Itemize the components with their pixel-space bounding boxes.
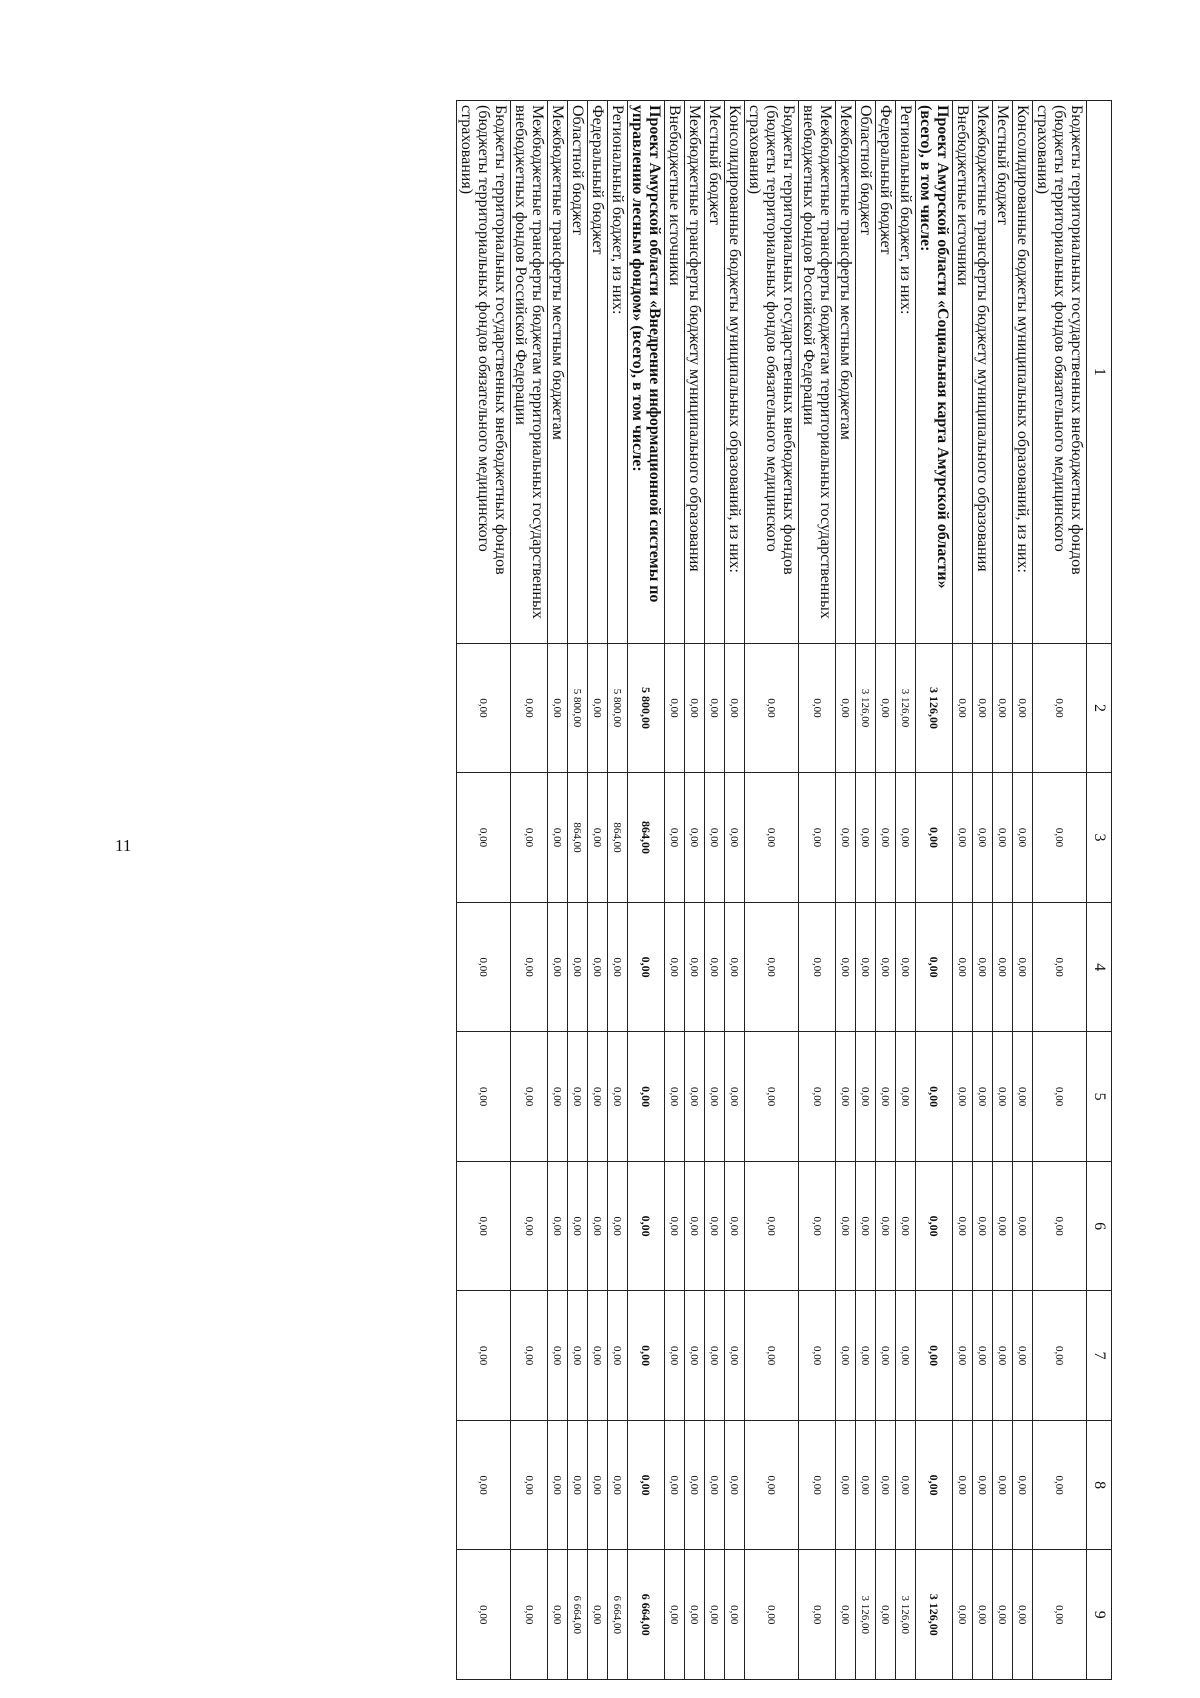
value-cell-col-6: 0,00	[799, 1161, 836, 1291]
value-cell-col-9: 3 126,00	[916, 1550, 953, 1680]
value-cell-col-4: 0,00	[745, 902, 799, 1032]
row-label: Региональный бюджет, из них:	[896, 101, 916, 644]
row-label: Проект Амурской области «Внедрение информационной системы по управлению лесным фондом» (всего), в том числе:	[628, 101, 665, 644]
value-cell-col-4: 0,00	[665, 902, 685, 1032]
table-row	[953, 101, 973, 1680]
table-body	[457, 101, 1112, 1680]
value-cell-col-5: 0,00	[588, 1032, 608, 1162]
table-row	[511, 101, 548, 1680]
value-cell-col-4: 0,00	[608, 902, 628, 1032]
value-cell-col-3: 0,00	[745, 773, 799, 903]
value-cell-col-8: 0,00	[973, 1420, 993, 1550]
row-label: Региональный бюджет, из них:	[608, 101, 628, 644]
value-cell-col-8: 0,00	[836, 1420, 856, 1550]
header-cell-9: 9	[1087, 1550, 1112, 1680]
value-cell-col-2: 5 800,00	[608, 643, 628, 773]
value-cell-col-6: 0,00	[896, 1161, 916, 1291]
value-cell-col-3: 0,00	[1033, 773, 1087, 903]
value-cell-col-2: 0,00	[745, 643, 799, 773]
row-label: Межбюджетные трансферты бюджетам территориальных государственных внебюджетных фондов Российской Федерации	[511, 101, 548, 644]
row-label: Межбюджетные трансферты бюджетам территориальных государственных внебюджетных фондов Российской Федерации	[799, 101, 836, 644]
table-row	[973, 101, 993, 1680]
value-cell-col-4: 0,00	[628, 902, 665, 1032]
value-cell-col-3: 0,00	[799, 773, 836, 903]
table-row	[856, 101, 876, 1680]
page-number: 11	[115, 836, 132, 855]
table-row	[896, 101, 916, 1680]
value-cell-col-6: 0,00	[876, 1161, 896, 1291]
value-cell-col-4: 0,00	[568, 902, 588, 1032]
value-cell-col-2: 0,00	[1013, 643, 1033, 773]
rotated-page-content	[456, 100, 1112, 1680]
value-cell-col-4: 0,00	[973, 902, 993, 1032]
value-cell-col-6: 0,00	[973, 1161, 993, 1291]
value-cell-col-2: 0,00	[548, 643, 568, 773]
value-cell-col-3: 0,00	[705, 773, 725, 903]
value-cell-col-6: 0,00	[457, 1161, 511, 1291]
row-label: Консолидированные бюджеты муниципальных образований, из них:	[1013, 101, 1033, 644]
header-cell-7: 7	[1087, 1291, 1112, 1421]
value-cell-col-6: 0,00	[916, 1161, 953, 1291]
value-cell-col-6: 0,00	[548, 1161, 568, 1291]
table-row	[1033, 101, 1087, 1680]
row-label: Федеральный бюджет	[876, 101, 896, 644]
value-cell-col-7: 0,00	[799, 1291, 836, 1421]
row-label: Федеральный бюджет	[588, 101, 608, 644]
value-cell-col-6: 0,00	[993, 1161, 1013, 1291]
value-cell-col-3: 0,00	[896, 773, 916, 903]
value-cell-col-3: 0,00	[588, 773, 608, 903]
row-label: Бюджеты территориальных государственных внебюджетных фондов (бюджеты территориальных фондов обязательного медицинского страхования)	[745, 101, 799, 644]
value-cell-col-3: 0,00	[916, 773, 953, 903]
value-cell-col-5: 0,00	[836, 1032, 856, 1162]
value-cell-col-9: 0,00	[588, 1550, 608, 1680]
header-cell-2: 2	[1087, 643, 1112, 773]
row-label: Консолидированные бюджеты муниципальных образований, из них:	[725, 101, 745, 644]
value-cell-col-7: 0,00	[1033, 1291, 1087, 1421]
value-cell-col-5: 0,00	[685, 1032, 705, 1162]
value-cell-col-6: 0,00	[705, 1161, 725, 1291]
value-cell-col-8: 0,00	[725, 1420, 745, 1550]
value-cell-col-7: 0,00	[916, 1291, 953, 1421]
value-cell-col-6: 0,00	[745, 1161, 799, 1291]
row-label: Бюджеты территориальных государственных внебюджетных фондов (бюджеты территориальных фондов обязательного медицинского страхования)	[1033, 101, 1087, 644]
value-cell-col-4: 0,00	[588, 902, 608, 1032]
value-cell-col-9: 0,00	[953, 1550, 973, 1680]
value-cell-col-5: 0,00	[608, 1032, 628, 1162]
value-cell-col-7: 0,00	[836, 1291, 856, 1421]
table-row	[799, 101, 836, 1680]
value-cell-col-5: 0,00	[1013, 1032, 1033, 1162]
table-row	[608, 101, 628, 1680]
value-cell-col-9: 0,00	[876, 1550, 896, 1680]
value-cell-col-3: 0,00	[836, 773, 856, 903]
value-cell-col-9: 0,00	[836, 1550, 856, 1680]
row-label: Местный бюджет	[993, 101, 1013, 644]
value-cell-col-7: 0,00	[876, 1291, 896, 1421]
header-cell-6: 6	[1087, 1161, 1112, 1291]
value-cell-col-7: 0,00	[548, 1291, 568, 1421]
value-cell-col-8: 0,00	[588, 1420, 608, 1550]
value-cell-col-2: 0,00	[973, 643, 993, 773]
value-cell-col-3: 0,00	[548, 773, 568, 903]
value-cell-col-9: 3 126,00	[896, 1550, 916, 1680]
header-cell-5: 5	[1087, 1032, 1112, 1162]
value-cell-col-5: 0,00	[799, 1032, 836, 1162]
value-cell-col-4: 0,00	[725, 902, 745, 1032]
value-cell-col-4: 0,00	[1013, 902, 1033, 1032]
value-cell-col-3: 0,00	[725, 773, 745, 903]
value-cell-col-5: 0,00	[628, 1032, 665, 1162]
value-cell-col-7: 0,00	[896, 1291, 916, 1421]
value-cell-col-9: 0,00	[511, 1550, 548, 1680]
value-cell-col-4: 0,00	[511, 902, 548, 1032]
value-cell-col-7: 0,00	[628, 1291, 665, 1421]
table-row	[745, 101, 799, 1680]
table-row	[665, 101, 685, 1680]
value-cell-col-4: 0,00	[876, 902, 896, 1032]
header-cell-1: 1	[1087, 101, 1112, 644]
row-label: Областной бюджет	[568, 101, 588, 644]
value-cell-col-7: 0,00	[568, 1291, 588, 1421]
value-cell-col-9: 0,00	[1033, 1550, 1087, 1680]
value-cell-col-5: 0,00	[953, 1032, 973, 1162]
table-row	[628, 101, 665, 1680]
value-cell-col-9: 3 126,00	[856, 1550, 876, 1680]
value-cell-col-7: 0,00	[1013, 1291, 1033, 1421]
value-cell-col-8: 0,00	[876, 1420, 896, 1550]
value-cell-col-2: 0,00	[836, 643, 856, 773]
value-cell-col-6: 0,00	[1013, 1161, 1033, 1291]
value-cell-col-7: 0,00	[705, 1291, 725, 1421]
value-cell-col-5: 0,00	[705, 1032, 725, 1162]
value-cell-col-7: 0,00	[745, 1291, 799, 1421]
table-row	[916, 101, 953, 1680]
value-cell-col-5: 0,00	[973, 1032, 993, 1162]
value-cell-col-5: 0,00	[896, 1032, 916, 1162]
row-label: Областной бюджет	[856, 101, 876, 644]
value-cell-col-6: 0,00	[588, 1161, 608, 1291]
value-cell-col-6: 0,00	[511, 1161, 548, 1291]
value-cell-col-3: 0,00	[457, 773, 511, 903]
value-cell-col-6: 0,00	[628, 1161, 665, 1291]
row-label: Местный бюджет	[705, 101, 725, 644]
value-cell-col-9: 0,00	[725, 1550, 745, 1680]
value-cell-col-7: 0,00	[665, 1291, 685, 1421]
table-row	[876, 101, 896, 1680]
table-row	[457, 101, 511, 1680]
value-cell-col-2: 0,00	[799, 643, 836, 773]
table-row	[836, 101, 856, 1680]
header-cell-8: 8	[1087, 1420, 1112, 1550]
value-cell-col-6: 0,00	[725, 1161, 745, 1291]
value-cell-col-6: 0,00	[608, 1161, 628, 1291]
value-cell-col-9: 0,00	[705, 1550, 725, 1680]
value-cell-col-5: 0,00	[916, 1032, 953, 1162]
header-row	[1087, 101, 1112, 1680]
value-cell-col-4: 0,00	[799, 902, 836, 1032]
value-cell-col-3: 0,00	[685, 773, 705, 903]
value-cell-col-5: 0,00	[856, 1032, 876, 1162]
value-cell-col-6: 0,00	[685, 1161, 705, 1291]
value-cell-col-9: 0,00	[745, 1550, 799, 1680]
table-row	[568, 101, 588, 1680]
row-label: Бюджеты территориальных государственных внебюджетных фондов (бюджеты территориальных фондов обязательного медицинского страхования)	[457, 101, 511, 644]
value-cell-col-2: 5 800,00	[628, 643, 665, 773]
value-cell-col-8: 0,00	[896, 1420, 916, 1550]
value-cell-col-6: 0,00	[953, 1161, 973, 1291]
value-cell-col-2: 3 126,00	[856, 643, 876, 773]
table-row	[725, 101, 745, 1680]
value-cell-col-9: 0,00	[685, 1550, 705, 1680]
value-cell-col-9: 6 664,00	[608, 1550, 628, 1680]
value-cell-col-7: 0,00	[511, 1291, 548, 1421]
value-cell-col-9: 0,00	[1013, 1550, 1033, 1680]
value-cell-col-6: 0,00	[665, 1161, 685, 1291]
value-cell-col-8: 0,00	[548, 1420, 568, 1550]
value-cell-col-3: 0,00	[993, 773, 1013, 903]
value-cell-col-2: 5 800,00	[568, 643, 588, 773]
value-cell-col-7: 0,00	[608, 1291, 628, 1421]
value-cell-col-4: 0,00	[856, 902, 876, 1032]
value-cell-col-2: 0,00	[511, 643, 548, 773]
value-cell-col-9: 0,00	[665, 1550, 685, 1680]
value-cell-col-3: 0,00	[1013, 773, 1033, 903]
row-label: Внебюджетные источники	[953, 101, 973, 644]
value-cell-col-4: 0,00	[836, 902, 856, 1032]
table-row	[993, 101, 1013, 1680]
value-cell-col-8: 0,00	[856, 1420, 876, 1550]
value-cell-col-4: 0,00	[1033, 902, 1087, 1032]
table-row	[588, 101, 608, 1680]
value-cell-col-4: 0,00	[705, 902, 725, 1032]
value-cell-col-7: 0,00	[588, 1291, 608, 1421]
value-cell-col-7: 0,00	[973, 1291, 993, 1421]
value-cell-col-7: 0,00	[685, 1291, 705, 1421]
value-cell-col-3: 864,00	[568, 773, 588, 903]
value-cell-col-6: 0,00	[1033, 1161, 1087, 1291]
value-cell-col-7: 0,00	[457, 1291, 511, 1421]
value-cell-col-8: 0,00	[457, 1420, 511, 1550]
value-cell-col-4: 0,00	[916, 902, 953, 1032]
value-cell-col-8: 0,00	[511, 1420, 548, 1550]
value-cell-col-8: 0,00	[993, 1420, 1013, 1550]
value-cell-col-2: 0,00	[1033, 643, 1087, 773]
value-cell-col-6: 0,00	[856, 1161, 876, 1291]
value-cell-col-2: 0,00	[725, 643, 745, 773]
value-cell-col-2: 0,00	[876, 643, 896, 773]
value-cell-col-5: 0,00	[511, 1032, 548, 1162]
value-cell-col-3: 0,00	[665, 773, 685, 903]
table-row	[548, 101, 568, 1680]
row-label: Межбюджетные трансферты местным бюджетам	[836, 101, 856, 644]
header-cell-4: 4	[1087, 902, 1112, 1032]
value-cell-col-4: 0,00	[685, 902, 705, 1032]
value-cell-col-8: 0,00	[1033, 1420, 1087, 1550]
value-cell-col-4: 0,00	[993, 902, 1013, 1032]
value-cell-col-8: 0,00	[745, 1420, 799, 1550]
value-cell-col-6: 0,00	[568, 1161, 588, 1291]
value-cell-col-4: 0,00	[548, 902, 568, 1032]
value-cell-col-8: 0,00	[685, 1420, 705, 1550]
value-cell-col-5: 0,00	[725, 1032, 745, 1162]
value-cell-col-3: 864,00	[628, 773, 665, 903]
value-cell-col-2: 0,00	[588, 643, 608, 773]
value-cell-col-2: 0,00	[457, 643, 511, 773]
value-cell-col-8: 0,00	[953, 1420, 973, 1550]
value-cell-col-3: 0,00	[953, 773, 973, 903]
value-cell-col-9: 0,00	[457, 1550, 511, 1680]
value-cell-col-5: 0,00	[876, 1032, 896, 1162]
value-cell-col-5: 0,00	[665, 1032, 685, 1162]
table-row	[685, 101, 705, 1680]
value-cell-col-3: 0,00	[973, 773, 993, 903]
value-cell-col-8: 0,00	[628, 1420, 665, 1550]
value-cell-col-3: 864,00	[608, 773, 628, 903]
value-cell-col-7: 0,00	[725, 1291, 745, 1421]
header-cell-3: 3	[1087, 773, 1112, 903]
value-cell-col-2: 3 126,00	[916, 643, 953, 773]
value-cell-col-4: 0,00	[953, 902, 973, 1032]
value-cell-col-5: 0,00	[548, 1032, 568, 1162]
table-row	[1013, 101, 1033, 1680]
value-cell-col-9: 6 664,00	[568, 1550, 588, 1680]
value-cell-col-8: 0,00	[705, 1420, 725, 1550]
budget-table	[456, 100, 1112, 1680]
value-cell-col-5: 0,00	[1033, 1032, 1087, 1162]
value-cell-col-5: 0,00	[457, 1032, 511, 1162]
row-label: Межбюджетные трансферты бюджету муниципального образования	[685, 101, 705, 644]
value-cell-col-9: 0,00	[799, 1550, 836, 1680]
value-cell-col-9: 0,00	[548, 1550, 568, 1680]
value-cell-col-2: 0,00	[705, 643, 725, 773]
row-label: Межбюджетные трансферты местным бюджетам	[548, 101, 568, 644]
value-cell-col-3: 0,00	[856, 773, 876, 903]
value-cell-col-5: 0,00	[993, 1032, 1013, 1162]
value-cell-col-5: 0,00	[745, 1032, 799, 1162]
row-label: Проект Амурской области «Социальная карта Амурской области» (всего), в том числе:	[916, 101, 953, 644]
row-label: Внебюджетные источники	[665, 101, 685, 644]
value-cell-col-4: 0,00	[457, 902, 511, 1032]
value-cell-col-2: 0,00	[993, 643, 1013, 773]
value-cell-col-2: 0,00	[665, 643, 685, 773]
value-cell-col-8: 0,00	[665, 1420, 685, 1550]
value-cell-col-2: 0,00	[953, 643, 973, 773]
table-row	[705, 101, 725, 1680]
value-cell-col-8: 0,00	[799, 1420, 836, 1550]
value-cell-col-6: 0,00	[836, 1161, 856, 1291]
value-cell-col-8: 0,00	[916, 1420, 953, 1550]
value-cell-col-8: 0,00	[1013, 1420, 1033, 1550]
value-cell-col-8: 0,00	[608, 1420, 628, 1550]
value-cell-col-7: 0,00	[856, 1291, 876, 1421]
value-cell-col-5: 0,00	[568, 1032, 588, 1162]
value-cell-col-2: 0,00	[685, 643, 705, 773]
value-cell-col-7: 0,00	[953, 1291, 973, 1421]
value-cell-col-3: 0,00	[876, 773, 896, 903]
row-label: Межбюджетные трансферты бюджету муниципального образования	[973, 101, 993, 644]
value-cell-col-4: 0,00	[896, 902, 916, 1032]
value-cell-col-7: 0,00	[993, 1291, 1013, 1421]
value-cell-col-9: 0,00	[973, 1550, 993, 1680]
value-cell-col-9: 6 664,00	[628, 1550, 665, 1680]
value-cell-col-8: 0,00	[568, 1420, 588, 1550]
value-cell-col-9: 0,00	[993, 1550, 1013, 1680]
value-cell-col-2: 3 126,00	[896, 643, 916, 773]
value-cell-col-3: 0,00	[511, 773, 548, 903]
